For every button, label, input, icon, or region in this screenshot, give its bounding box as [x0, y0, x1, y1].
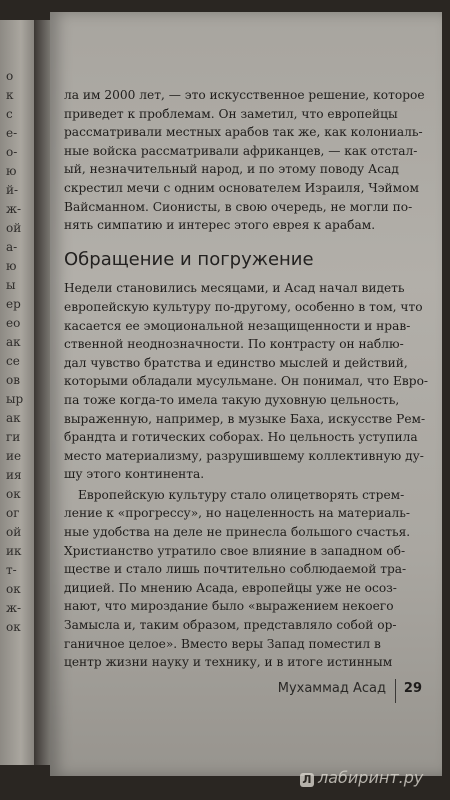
text-line: выраженную, например, в музыке Баха, искусстве Рем-: [64, 411, 426, 426]
left-page-fragment: а-: [6, 240, 18, 254]
left-page-fragment: к: [6, 88, 14, 102]
text-line: ый, незначительный народ, и по этому поводу Асад: [64, 162, 399, 177]
paragraph-2: [64, 486, 420, 672]
left-page-fragment: ок: [6, 487, 21, 501]
left-page-fragment: ия: [6, 468, 22, 482]
left-page-fragment: ги: [6, 430, 21, 444]
left-page-fragment: ы: [6, 278, 16, 292]
running-footer-author: Мухаммад Асад: [277, 681, 386, 696]
left-page-fragment: ог: [6, 506, 20, 520]
left-page-fragment: ео: [6, 316, 21, 330]
left-page-fragment: ыр: [6, 392, 24, 406]
text-line: ные войска рассматривали африканцев, — как отстал-: [64, 143, 418, 158]
text-line: рассматривали местных арабов так же, как колониаль-: [64, 125, 423, 140]
text-line: Европейскую культуру стало олицетворять стрем-: [78, 487, 405, 502]
text-line: ление к «прогрессу», но нацеленность на материаль-: [64, 506, 410, 521]
intro-paragraph: [64, 86, 425, 235]
left-page-fragment: ж-: [6, 601, 22, 615]
watermark: [300, 768, 423, 787]
page-footer: [50, 681, 442, 701]
text-line: которыми обладали мусульмане. Он понимал, что Евро-: [64, 374, 429, 389]
text-line: европейскую культуру по-другому, особенно в том, что: [64, 299, 423, 314]
text-line: место материализму, разрушившему коллективную ду-: [64, 448, 424, 463]
watermark-text: лабиринт.ру: [318, 768, 424, 787]
left-page-fragment: ю: [6, 164, 17, 178]
left-page-fragment: т-: [6, 563, 17, 577]
left-page-fragment: ой: [6, 525, 22, 539]
left-page-fragment: ик: [6, 544, 22, 558]
text-line: Недели становились месяцами, и Асад начал видеть: [64, 281, 405, 296]
left-page-fragment: ак: [6, 411, 21, 425]
text-line: ственной неоднозначности. По контрасту он наблю-: [64, 337, 404, 352]
left-page-fragment: о: [6, 69, 14, 83]
text-line: касается ее эмоциональной незащищенности и нрав-: [64, 318, 411, 333]
text-line: дал чувство братства и единство мыслей и действий,: [64, 355, 408, 370]
left-page-edge: [0, 20, 38, 765]
text-line: Замысла и, таким образом, представляло собой ор-: [64, 618, 397, 633]
labirint-logo-icon: Л: [300, 773, 314, 787]
left-page-fragment: ие: [6, 449, 22, 463]
text-line: скрестил мечи с одним основателем Израиля, Чэймом: [64, 180, 419, 195]
left-page-fragment: се: [6, 354, 20, 368]
left-page-fragment: й-: [6, 183, 19, 197]
left-page-fragment: ок: [6, 582, 21, 596]
text-line: Христианство утратило свое влияние в западном об-: [64, 543, 406, 558]
text-line: па тоже когда-то имела такую духовную цельность,: [64, 392, 400, 407]
text-line: приведет к проблемам. Он заметил, что европейцы: [64, 106, 398, 121]
left-page-fragment: ж-: [6, 202, 22, 216]
page-text: [64, 86, 429, 672]
left-page-fragment: ок: [6, 620, 21, 634]
left-page-fragment: е-: [6, 126, 18, 140]
left-page-fragment: ой: [6, 221, 22, 235]
left-page-fragment: о-: [6, 145, 18, 159]
left-page-fragment: ер: [6, 297, 21, 311]
left-page-fragment: ов: [6, 373, 20, 387]
text-line: центр жизни науку и технику, и в итоге истинным: [64, 655, 393, 670]
text-line: дицией. По мнению Асада, европейцы уже не осоз-: [64, 580, 397, 595]
footer-divider: [395, 679, 396, 703]
text-line: ные удобства на деле не принесла большого счастья.: [64, 525, 411, 540]
text-line: ганичное целое». Вместо веры Запад поместил в: [64, 636, 381, 651]
left-page-fragment: с: [6, 107, 13, 121]
page-number: 29: [403, 681, 422, 696]
text-line: Вайсманном. Сионисты, в свою очередь, не могли по-: [64, 199, 413, 214]
text-line: нять симпатию и интерес этого еврея к арабам.: [64, 218, 376, 233]
text-line: брандта и готических соборах. Но цельность уступила: [64, 430, 418, 445]
text-line: ществе и стало лишь почтительно соблюдаемой тра-: [64, 562, 407, 577]
text-line: шу этого континента.: [64, 467, 205, 482]
text-line: ла им 2000 лет, — это искусственное решение, которое: [64, 88, 425, 102]
text-line: нают, что мироздание было «выражением некоего: [64, 599, 394, 614]
section-heading: Обращение и погружение: [64, 248, 314, 270]
paragraph-1: [64, 279, 429, 484]
book-page: [50, 12, 442, 776]
left-page-fragment: ак: [6, 335, 21, 349]
left-page-fragment: ю: [6, 259, 17, 273]
